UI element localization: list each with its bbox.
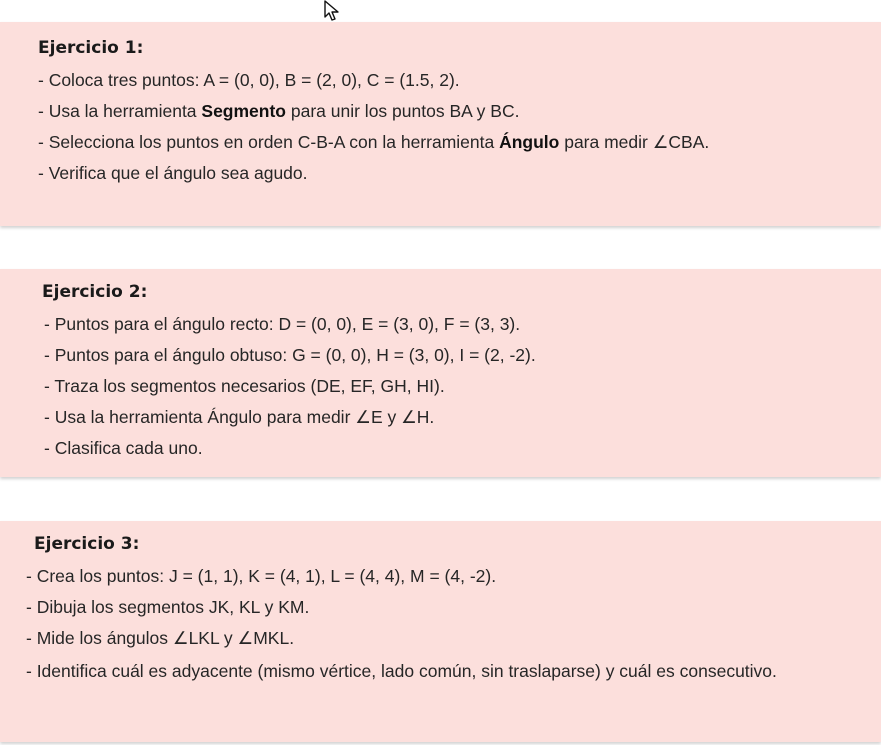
exercise-1-line-3 — [38, 127, 881, 158]
exercise-3-line-2: - Dibuja los segmentos JK, KL y KM. — [26, 597, 310, 617]
exercise-2-card — [0, 269, 881, 477]
line-text: - Usa la herramienta — [38, 101, 202, 121]
bold-term-angulo: Ángulo — [499, 132, 560, 152]
line-text: para unir los puntos BA y BC. — [286, 101, 520, 121]
exercise-1-line-4: - Verifica que el ángulo sea agudo. — [38, 163, 308, 183]
exercise-3-line-1: - Crea los puntos: J = (1, 1), K = (4, 1), L = (4, 4), M = (4, -2). — [26, 566, 497, 586]
exercise-3-card — [0, 521, 881, 742]
exercise-1-line-2 — [38, 96, 881, 127]
exercise-2-line-3: - Traza los segmentos necesarios (DE, EF, GH, HI). — [44, 376, 445, 396]
exercise-3-title: Ejercicio 3: — [34, 534, 140, 554]
exercise-1-title: Ejercicio 1: — [38, 38, 144, 58]
line-text: para medir ∠CBA. — [559, 132, 710, 152]
exercise-2-line-5: - Clasifica cada uno. — [44, 438, 203, 458]
exercise-3-line-3: - Mide los ángulos ∠LKL y ∠MKL. — [26, 628, 295, 648]
exercise-1-card — [0, 22, 881, 226]
mouse-pointer-icon — [322, 0, 344, 22]
bold-term-segmento: Segmento — [201, 101, 287, 121]
exercise-1-line-1: - Coloca tres puntos: A = (0, 0), B = (2, 0), C = (1.5, 2). — [38, 70, 460, 90]
exercise-2-title: Ejercicio 2: — [42, 282, 148, 302]
exercise-2-line-4: - Usa la herramienta Ángulo para medir ∠E y ∠H. — [44, 407, 435, 427]
exercise-3-line-4: - Identifica cuál es adyacente (mismo vértice, lado común, sin traslaparse) y cuál es consecutivo. — [26, 661, 777, 681]
exercise-2-line-1: - Puntos para el ángulo recto: D = (0, 0), E = (3, 0), F = (3, 3). — [44, 314, 521, 334]
line-text: - Selecciona los puntos en orden C-B-A con la herramienta — [38, 132, 500, 152]
exercise-2-line-2: - Puntos para el ángulo obtuso: G = (0, 0), H = (3, 0), I = (2, -2). — [44, 345, 536, 365]
